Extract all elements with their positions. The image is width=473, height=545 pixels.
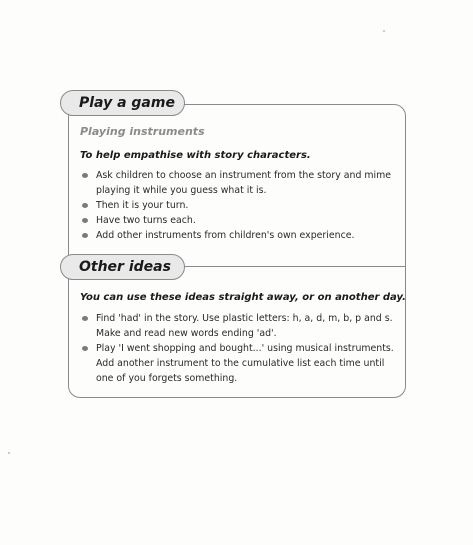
list-item bbox=[80, 228, 395, 243]
bullet-icon bbox=[82, 346, 88, 351]
bullet-list-play-a-game bbox=[80, 168, 395, 243]
bullet-icon bbox=[82, 233, 88, 238]
section-tab-play-a-game: Play a game bbox=[60, 90, 185, 116]
paper-speck bbox=[8, 452, 10, 454]
list-item-text: Add other instruments from children's own experience. bbox=[96, 230, 355, 241]
bullet-list-other-ideas bbox=[80, 311, 395, 386]
section-lead: To help empathise with story characters. bbox=[80, 150, 311, 161]
bullet-icon bbox=[82, 203, 88, 208]
bullet-icon bbox=[82, 316, 88, 321]
list-item bbox=[80, 213, 395, 228]
list-item-text: Have two turns each. bbox=[96, 215, 196, 226]
list-item bbox=[80, 168, 395, 198]
list-item-text: Find 'had' in the story. Use plastic letters: h, a, d, m, b, p and s. Make and read new words ending 'ad'. bbox=[96, 313, 393, 339]
list-item bbox=[80, 198, 395, 213]
paper-speck bbox=[383, 30, 385, 32]
section-subtitle: Playing instruments bbox=[80, 125, 205, 138]
list-item-text: Then it is your turn. bbox=[96, 200, 189, 211]
list-item-text: Play 'I went shopping and bought...' using musical instruments. Add another instrument to the cumulative list each time until one of you forgets something. bbox=[96, 343, 394, 384]
list-item-text: Ask children to choose an instrument from the story and mime playing it while you guess what it is. bbox=[96, 170, 392, 196]
bullet-icon bbox=[82, 173, 88, 178]
section-lead: You can use these ideas straight away, or on another day. bbox=[80, 292, 406, 303]
list-item bbox=[80, 341, 395, 386]
bullet-icon bbox=[82, 218, 88, 223]
section-tab-other-ideas: Other ideas bbox=[60, 254, 185, 280]
list-item bbox=[80, 311, 395, 341]
